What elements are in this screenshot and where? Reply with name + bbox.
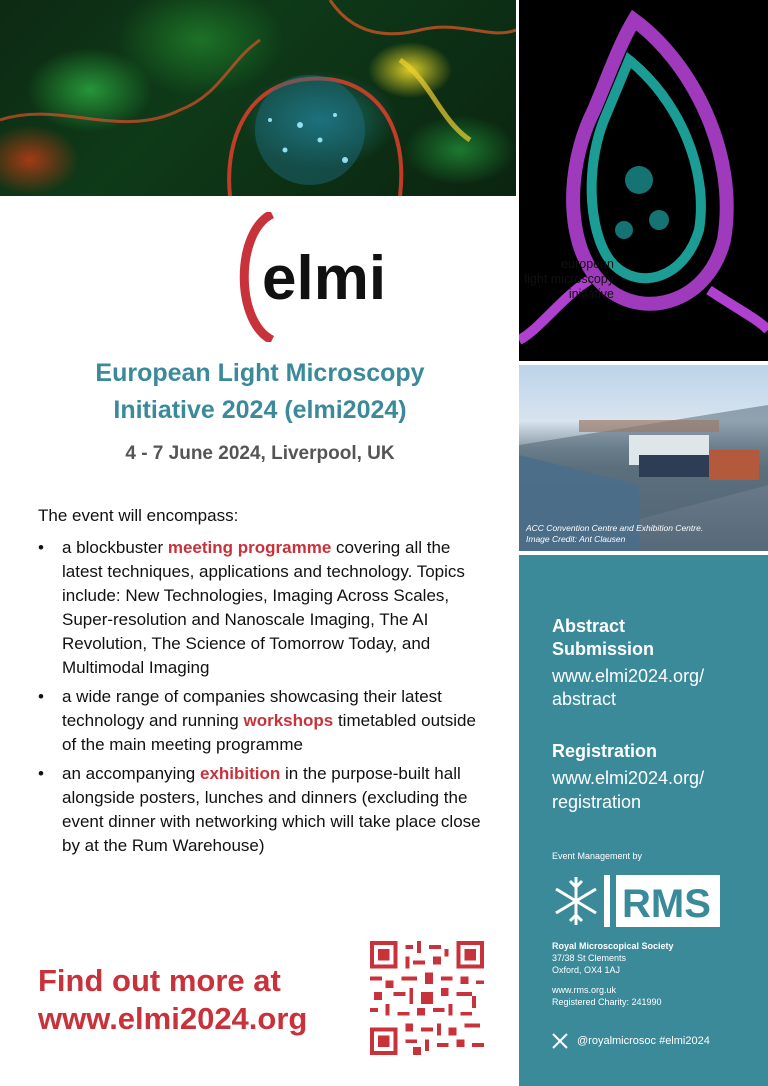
logo-tagline-1: european: [561, 257, 614, 271]
abstract-link[interactable]: abstract: [552, 689, 617, 709]
charity-number: Registered Charity: 241990: [552, 997, 662, 1007]
registration-link[interactable]: www.elmi2024.org/: [552, 768, 705, 788]
event-management-label: Event Management by: [552, 851, 643, 861]
bullet-text: in the purpose-built hall alongside posters, lunches and dinners (excluding the event dinner with networking which will take place close by at the Rum Warehouse): [62, 764, 481, 855]
bullet-highlight: workshops: [243, 711, 334, 730]
bullet-text: an accompanying: [62, 764, 200, 783]
abstract-heading: Submission: [552, 639, 655, 659]
registration-heading: Registration: [552, 741, 658, 761]
org-website[interactable]: www.rms.org.uk: [552, 985, 617, 995]
intro-text: The event will encompass:: [38, 506, 239, 525]
microscopy-image-cell-fluorescence: [519, 0, 768, 361]
x-logo-icon: [552, 1033, 568, 1049]
social-handle[interactable]: @royalmicrosoc #elmi2024: [577, 1035, 710, 1047]
registration-link[interactable]: registration: [552, 792, 642, 812]
bullet-text: a blockbuster: [62, 538, 168, 557]
bullet-list: [38, 536, 488, 863]
rms-logo-text: RMS: [622, 882, 711, 926]
bullet-item: [38, 685, 488, 757]
bullet-highlight: meeting programme: [167, 538, 332, 557]
bullet-text: a wide range of companies showcasing their latest technology and running: [62, 687, 442, 730]
logo-tagline-2: light microscopy: [524, 272, 614, 286]
rms-logo: [552, 873, 720, 929]
page-title-line1: European Light Microscopy: [95, 359, 425, 387]
find-out-more: [38, 962, 307, 1038]
event-date: 4 - 7 June 2024, Liverpool, UK: [125, 443, 395, 464]
bullet-text: covering all the latest techniques, applications and technology. Topics include: New Technologies, Imaging Across Scales, Super-resolution and Nanoscale Imaging, The AI Revolution, The Science of Tomorrow Today, and Multimodal Imaging: [62, 538, 465, 677]
org-address: Oxford, OX4 1AJ: [552, 965, 621, 975]
bullet-highlight: exhibition: [199, 764, 281, 783]
elmi-wordmark: elmi: [262, 244, 387, 313]
elmi-logo: [140, 212, 390, 342]
bullet-dot: •: [38, 538, 44, 557]
bullet-text: timetabled outside of the main meeting programme: [62, 711, 476, 754]
page-title-line2: Initiative 2024 (elmi2024): [113, 396, 407, 424]
abstract-heading: Abstract: [552, 616, 626, 636]
caption-line: Image Credit: Ant Clausen: [526, 534, 626, 544]
bullet-dot: •: [38, 687, 44, 706]
org-address: 37/38 St Clements: [552, 953, 627, 963]
photo-caption: [526, 523, 764, 545]
find-out-text: Find out more at: [38, 963, 281, 998]
org-name: Royal Microscopical Society: [552, 941, 674, 951]
bullet-item: [38, 536, 488, 680]
sidebar: [519, 555, 768, 1086]
logo-tagline-3: initiative: [568, 287, 614, 301]
bullet-dot: •: [38, 764, 44, 783]
bullet-item: [38, 762, 488, 858]
abstract-link[interactable]: www.elmi2024.org/: [552, 666, 705, 686]
snowflake-icon: [556, 877, 596, 925]
website-link[interactable]: www.elmi2024.org: [38, 1001, 308, 1036]
microscopy-image-cells: [0, 0, 516, 196]
qr-code[interactable]: [370, 941, 484, 1055]
caption-line: ACC Convention Centre and Exhibition Centre.: [526, 523, 704, 533]
